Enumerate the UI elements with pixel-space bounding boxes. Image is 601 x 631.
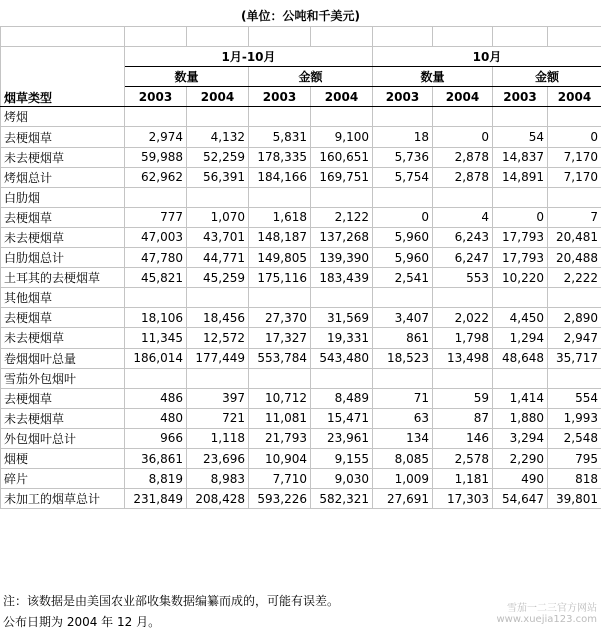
value-cell: 134 <box>373 428 433 448</box>
year-header: 2003 <box>373 87 433 107</box>
period-header-jan-oct: 1月-10月 <box>125 47 373 67</box>
value-cell: 10,220 <box>493 268 548 288</box>
year-header: 2003 <box>249 87 311 107</box>
value-cell: 2,947 <box>548 328 601 348</box>
unit-note: (单位：公吨和千美元) <box>241 9 360 23</box>
value-cell: 0 <box>433 127 493 147</box>
value-cell: 15,471 <box>311 408 373 428</box>
value-cell: 52,259 <box>187 147 249 167</box>
value-cell: 8,489 <box>311 388 373 408</box>
empty-cell <box>311 107 373 127</box>
row-label: 卷烟烟叶总量 <box>1 348 125 368</box>
spacer-cell <box>249 27 311 47</box>
empty-cell <box>249 187 311 207</box>
value-cell: 17,327 <box>249 328 311 348</box>
value-cell: 480 <box>125 408 187 428</box>
year-header: 2004 <box>311 87 373 107</box>
value-cell: 18,456 <box>187 308 249 328</box>
value-cell: 18,106 <box>125 308 187 328</box>
value-cell: 1,798 <box>433 328 493 348</box>
value-cell: 8,983 <box>187 469 249 489</box>
spacer-cell <box>311 27 373 47</box>
value-cell: 177,449 <box>187 348 249 368</box>
section-label: 白肋烟 <box>1 187 125 207</box>
section-row <box>1 107 601 127</box>
value-cell: 2,122 <box>311 207 373 227</box>
value-cell: 0 <box>548 127 601 147</box>
value-cell: 9,100 <box>311 127 373 147</box>
table-row <box>1 489 601 509</box>
table-row <box>1 428 601 448</box>
value-cell: 4,132 <box>187 127 249 147</box>
value-cell: 543,480 <box>311 348 373 368</box>
value-cell: 7,170 <box>548 147 601 167</box>
value-cell: 148,187 <box>249 227 311 247</box>
value-cell: 1,009 <box>373 469 433 489</box>
value-cell: 2,578 <box>433 448 493 468</box>
value-cell: 777 <box>125 207 187 227</box>
value-cell: 54,647 <box>493 489 548 509</box>
section-row <box>1 368 601 388</box>
table-row <box>1 127 601 147</box>
value-cell: 13,498 <box>433 348 493 368</box>
value-cell: 14,837 <box>493 147 548 167</box>
header-spacer-row <box>1 27 601 47</box>
value-cell: 43,701 <box>187 227 249 247</box>
empty-cell <box>548 107 601 127</box>
value-cell: 184,166 <box>249 167 311 187</box>
row-label: 外包烟叶总计 <box>1 428 125 448</box>
value-cell: 1,618 <box>249 207 311 227</box>
value-cell: 2,290 <box>493 448 548 468</box>
value-cell: 5,960 <box>373 227 433 247</box>
value-cell: 20,481 <box>548 227 601 247</box>
value-cell: 2,878 <box>433 147 493 167</box>
value-cell: 9,155 <box>311 448 373 468</box>
value-cell: 17,793 <box>493 248 548 268</box>
empty-cell <box>373 187 433 207</box>
value-cell: 4,450 <box>493 308 548 328</box>
value-cell: 861 <box>373 328 433 348</box>
value-cell: 45,259 <box>187 268 249 288</box>
table-row <box>1 408 601 428</box>
table-row <box>1 167 601 187</box>
empty-cell <box>125 107 187 127</box>
row-label-header: 烟草类型 <box>1 47 125 107</box>
value-cell: 2,890 <box>548 308 601 328</box>
value-cell: 5,754 <box>373 167 433 187</box>
value-cell: 486 <box>125 388 187 408</box>
value-cell: 818 <box>548 469 601 489</box>
value-cell: 2,541 <box>373 268 433 288</box>
table-row <box>1 248 601 268</box>
value-cell: 10,904 <box>249 448 311 468</box>
value-cell: 178,335 <box>249 147 311 167</box>
value-cell: 186,014 <box>125 348 187 368</box>
value-cell: 208,428 <box>187 489 249 509</box>
empty-cell <box>548 368 601 388</box>
empty-cell <box>493 288 548 308</box>
table-row <box>1 308 601 328</box>
empty-cell <box>373 288 433 308</box>
value-cell: 183,439 <box>311 268 373 288</box>
value-cell: 554 <box>548 388 601 408</box>
value-cell: 7,710 <box>249 469 311 489</box>
value-cell: 149,805 <box>249 248 311 268</box>
value-cell: 54 <box>493 127 548 147</box>
empty-cell <box>311 187 373 207</box>
tobacco-import-table <box>0 26 601 509</box>
value-cell: 721 <box>187 408 249 428</box>
watermark-url: www.xuejia123.com <box>496 614 597 625</box>
table-row <box>1 227 601 247</box>
empty-cell <box>249 288 311 308</box>
value-cell: 23,961 <box>311 428 373 448</box>
table-row <box>1 328 601 348</box>
row-label: 未去梗烟草 <box>1 147 125 167</box>
value-cell: 0 <box>493 207 548 227</box>
value-cell: 175,116 <box>249 268 311 288</box>
value-cell: 11,081 <box>249 408 311 428</box>
value-cell: 160,651 <box>311 147 373 167</box>
empty-cell <box>187 187 249 207</box>
value-cell: 0 <box>373 207 433 227</box>
table-row <box>1 147 601 167</box>
spacer-cell <box>548 27 601 47</box>
spacer-cell <box>1 27 125 47</box>
value-cell: 5,960 <box>373 248 433 268</box>
row-label: 白肋烟总计 <box>1 248 125 268</box>
value-cell: 2,878 <box>433 167 493 187</box>
value-cell: 2,022 <box>433 308 493 328</box>
spacer-cell <box>187 27 249 47</box>
spacer-cell <box>493 27 548 47</box>
empty-cell <box>433 107 493 127</box>
value-cell: 7,170 <box>548 167 601 187</box>
row-label: 土耳其的去梗烟草 <box>1 268 125 288</box>
value-cell: 146 <box>433 428 493 448</box>
value-cell: 18,523 <box>373 348 433 368</box>
value-cell: 47,780 <box>125 248 187 268</box>
value-cell: 795 <box>548 448 601 468</box>
empty-cell <box>548 288 601 308</box>
value-cell: 397 <box>187 388 249 408</box>
period-header-oct: 10月 <box>373 47 601 67</box>
empty-cell <box>373 107 433 127</box>
value-cell: 48,648 <box>493 348 548 368</box>
value-cell: 1,070 <box>187 207 249 227</box>
value-cell: 8,819 <box>125 469 187 489</box>
row-label: 烟梗 <box>1 448 125 468</box>
section-row <box>1 187 601 207</box>
value-cell: 12,572 <box>187 328 249 348</box>
row-label: 去梗烟草 <box>1 207 125 227</box>
value-cell: 582,321 <box>311 489 373 509</box>
empty-cell <box>187 288 249 308</box>
value-cell: 62,962 <box>125 167 187 187</box>
value-cell: 17,303 <box>433 489 493 509</box>
value-cell: 2,222 <box>548 268 601 288</box>
value-cell: 2,974 <box>125 127 187 147</box>
empty-cell <box>493 187 548 207</box>
empty-cell <box>187 107 249 127</box>
value-cell: 5,831 <box>249 127 311 147</box>
spacer-cell <box>125 27 187 47</box>
quantity-header: 数量 <box>373 67 493 87</box>
amount-header: 金额 <box>493 67 601 87</box>
table-row <box>1 268 601 288</box>
row-label: 碎片 <box>1 469 125 489</box>
row-label: 去梗烟草 <box>1 388 125 408</box>
quantity-header: 数量 <box>125 67 249 87</box>
section-row <box>1 288 601 308</box>
section-label: 烤烟 <box>1 107 125 127</box>
value-cell: 44,771 <box>187 248 249 268</box>
value-cell: 6,247 <box>433 248 493 268</box>
footer-note: 注：该数据是由美国农业部收集数据编纂而成的，可能有误差。 <box>3 594 340 608</box>
value-cell: 87 <box>433 408 493 428</box>
footer-publish-date: 公布日期为 2004 年 12 月。 <box>3 615 161 629</box>
empty-cell <box>433 187 493 207</box>
spacer-cell <box>373 27 433 47</box>
value-cell: 1,294 <box>493 328 548 348</box>
period-header-row <box>1 47 601 67</box>
year-header: 2004 <box>187 87 249 107</box>
row-label: 去梗烟草 <box>1 127 125 147</box>
row-label: 烤烟总计 <box>1 167 125 187</box>
value-cell: 10,712 <box>249 388 311 408</box>
row-label: 未去梗烟草 <box>1 227 125 247</box>
table-row <box>1 348 601 368</box>
value-cell: 19,331 <box>311 328 373 348</box>
year-header: 2003 <box>493 87 548 107</box>
year-header: 2004 <box>433 87 493 107</box>
value-cell: 1,181 <box>433 469 493 489</box>
spacer-cell <box>433 27 493 47</box>
value-cell: 35,717 <box>548 348 601 368</box>
watermark-title: 雪茄一二三官方网站 <box>507 603 597 614</box>
value-cell: 11,345 <box>125 328 187 348</box>
row-label: 未去梗烟草 <box>1 408 125 428</box>
value-cell: 18 <box>373 127 433 147</box>
empty-cell <box>249 368 311 388</box>
empty-cell <box>493 107 548 127</box>
year-header: 2004 <box>548 87 601 107</box>
empty-cell <box>311 288 373 308</box>
row-label: 未加工的烟草总计 <box>1 489 125 509</box>
value-cell: 1,993 <box>548 408 601 428</box>
section-label: 其他烟草 <box>1 288 125 308</box>
table-row <box>1 469 601 489</box>
empty-cell <box>433 368 493 388</box>
value-cell: 27,691 <box>373 489 433 509</box>
value-cell: 137,268 <box>311 227 373 247</box>
value-cell: 6,243 <box>433 227 493 247</box>
table-row <box>1 388 601 408</box>
year-header: 2003 <box>125 87 187 107</box>
value-cell: 63 <box>373 408 433 428</box>
empty-cell <box>493 368 548 388</box>
value-cell: 553,784 <box>249 348 311 368</box>
value-cell: 3,407 <box>373 308 433 328</box>
value-cell: 490 <box>493 469 548 489</box>
value-cell: 2,548 <box>548 428 601 448</box>
value-cell: 966 <box>125 428 187 448</box>
empty-cell <box>373 368 433 388</box>
empty-cell <box>125 288 187 308</box>
value-cell: 1,118 <box>187 428 249 448</box>
table-row <box>1 448 601 468</box>
section-label: 雪茄外包烟叶 <box>1 368 125 388</box>
watermark <box>496 603 597 625</box>
value-cell: 23,696 <box>187 448 249 468</box>
empty-cell <box>548 187 601 207</box>
value-cell: 4 <box>433 207 493 227</box>
value-cell: 59 <box>433 388 493 408</box>
amount-header: 金额 <box>249 67 373 87</box>
value-cell: 593,226 <box>249 489 311 509</box>
value-cell: 56,391 <box>187 167 249 187</box>
value-cell: 169,751 <box>311 167 373 187</box>
value-cell: 20,488 <box>548 248 601 268</box>
value-cell: 8,085 <box>373 448 433 468</box>
value-cell: 45,821 <box>125 268 187 288</box>
value-cell: 47,003 <box>125 227 187 247</box>
value-cell: 59,988 <box>125 147 187 167</box>
value-cell: 9,030 <box>311 469 373 489</box>
value-cell: 21,793 <box>249 428 311 448</box>
value-cell: 27,370 <box>249 308 311 328</box>
value-cell: 1,414 <box>493 388 548 408</box>
value-cell: 553 <box>433 268 493 288</box>
value-cell: 3,294 <box>493 428 548 448</box>
row-label: 未去梗烟草 <box>1 328 125 348</box>
row-label: 去梗烟草 <box>1 308 125 328</box>
empty-cell <box>187 368 249 388</box>
value-cell: 31,569 <box>311 308 373 328</box>
empty-cell <box>125 187 187 207</box>
value-cell: 5,736 <box>373 147 433 167</box>
value-cell: 36,861 <box>125 448 187 468</box>
empty-cell <box>249 107 311 127</box>
value-cell: 14,891 <box>493 167 548 187</box>
empty-cell <box>311 368 373 388</box>
value-cell: 231,849 <box>125 489 187 509</box>
empty-cell <box>433 288 493 308</box>
value-cell: 139,390 <box>311 248 373 268</box>
empty-cell <box>125 368 187 388</box>
value-cell: 1,880 <box>493 408 548 428</box>
table-row <box>1 207 601 227</box>
value-cell: 71 <box>373 388 433 408</box>
value-cell: 7 <box>548 207 601 227</box>
value-cell: 17,793 <box>493 227 548 247</box>
value-cell: 39,801 <box>548 489 601 509</box>
